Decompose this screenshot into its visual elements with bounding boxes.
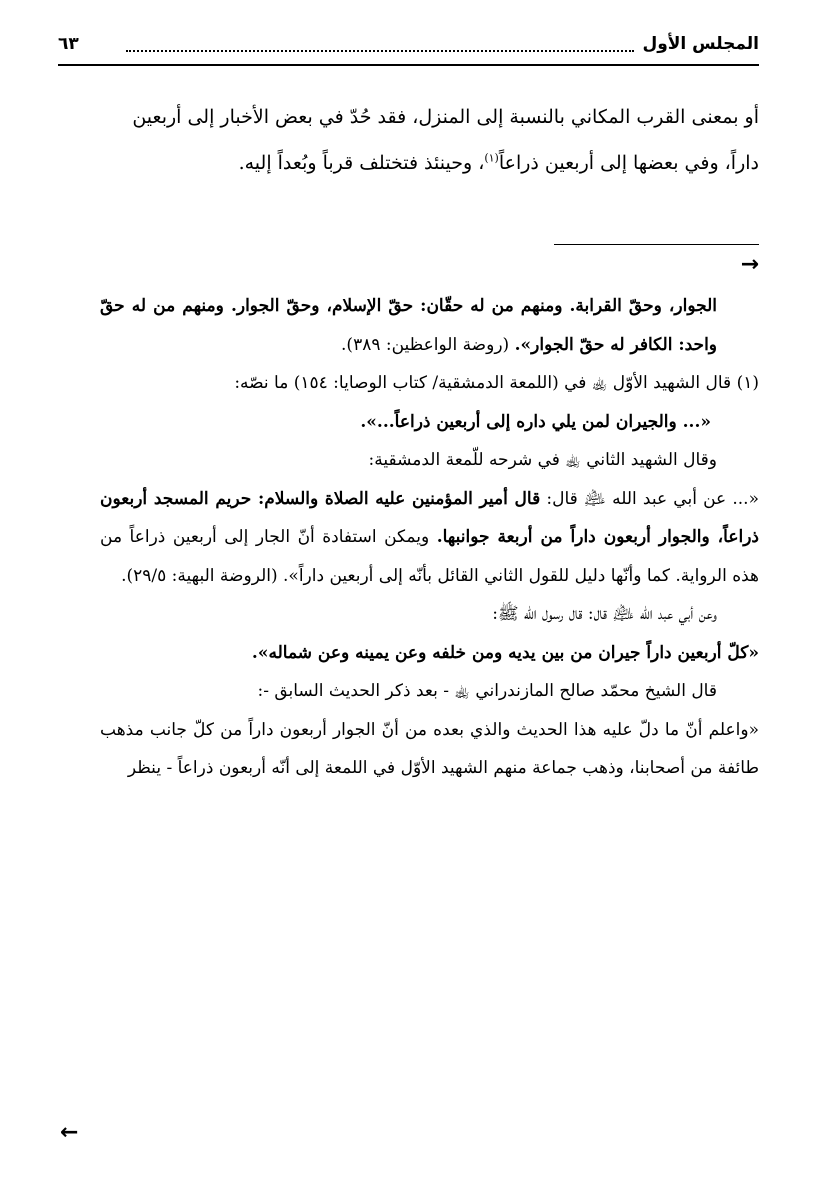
running-header [58, 30, 759, 66]
main-line-1: أو بمعنى القرب المكاني بالنسبة إلى المنزل، فقد حُدّ في بعض الأخبار إلى أربعين [132, 106, 759, 128]
main-line-2: داراً، وفي بعضها إلى أربعين ذراعاً$^{(١)}$، وحينئذ فتختلف قرباً وبُعداً إليه. [238, 151, 759, 174]
second-martyr-intro: وقال الشهيد الثاني ﵀ في شرحه للّمعة الدمشقية: [368, 450, 717, 470]
footnote-continued: الجوار، وحقّ القرابة. ومنهم من له حقّان: حقّ الإسلام، وحقّ الجوار. ومنهم من له حقّ واحد: الكافر له حقّ الجوار». (روضة الواعظين: ٣٨٩). [100, 296, 717, 355]
chapter-title: المجلس الأول [642, 34, 759, 54]
hadith-text: «كلّ أربعين داراً جيران من بين يديه ومن خلفه وعن يمينه وعن شماله». [251, 642, 759, 663]
mazandarani-quote: «واعلم أنّ ما دلّ عليه هذا الحديث والذي بعده من أنّ الجوار أربعون داراً من كلّ جانب مذهب طائفة من أصحابنا، وذهب جماعة منهم الشهيد الأوّل في اللمعة إلى أنّه أربعون ذراعاً - ينظر [100, 719, 759, 778]
continuation-arrow-icon: ← [60, 1120, 79, 1145]
hadith-intro: وعن أبي عبد الله ﵇ قال: قال رسول الله ﷺ: [492, 604, 717, 624]
header-dot-leader [126, 34, 634, 52]
footnote-reference[interactable]: (١) [484, 151, 499, 165]
footnotes [100, 287, 759, 788]
mazandarani-intro: قال الشيخ محمّد صالح المازندراني ﵀ - بعد ذكر الحديث السابق -: [257, 681, 717, 701]
footnote-separator [554, 244, 759, 245]
page-number: ٦٣ [58, 34, 79, 54]
footnote-1-quote: «... والجيران لمن يلي داره إلى أربعين ذراعاً...». [360, 411, 711, 432]
main-text [58, 94, 759, 186]
continuation-arrow-icon: → [740, 252, 759, 277]
footnote-1-intro: (١) قال الشهيد الأوّل ﵀ في (اللمعة الدمشقية/ كتاب الوصايا: ١٥٤) ما نصّه: [234, 373, 759, 393]
second-martyr-quote: «... عن أبي عبد الله ﵇ قال: قال أمير المؤمنين عليه الصلاة والسلام: حريم المسجد أربعون ذراعاً، والجوار أربعون داراً من أربعة جوانبها. ويمكن استفادة أنّ الجار إلى أربعين ذراعاً من هذه الرواية. كما وأنّها دليل للقول الثاني القائل بأنّه إلى أربعين داراً». (الروضة البهية: ٢٩/٥). [100, 488, 759, 586]
